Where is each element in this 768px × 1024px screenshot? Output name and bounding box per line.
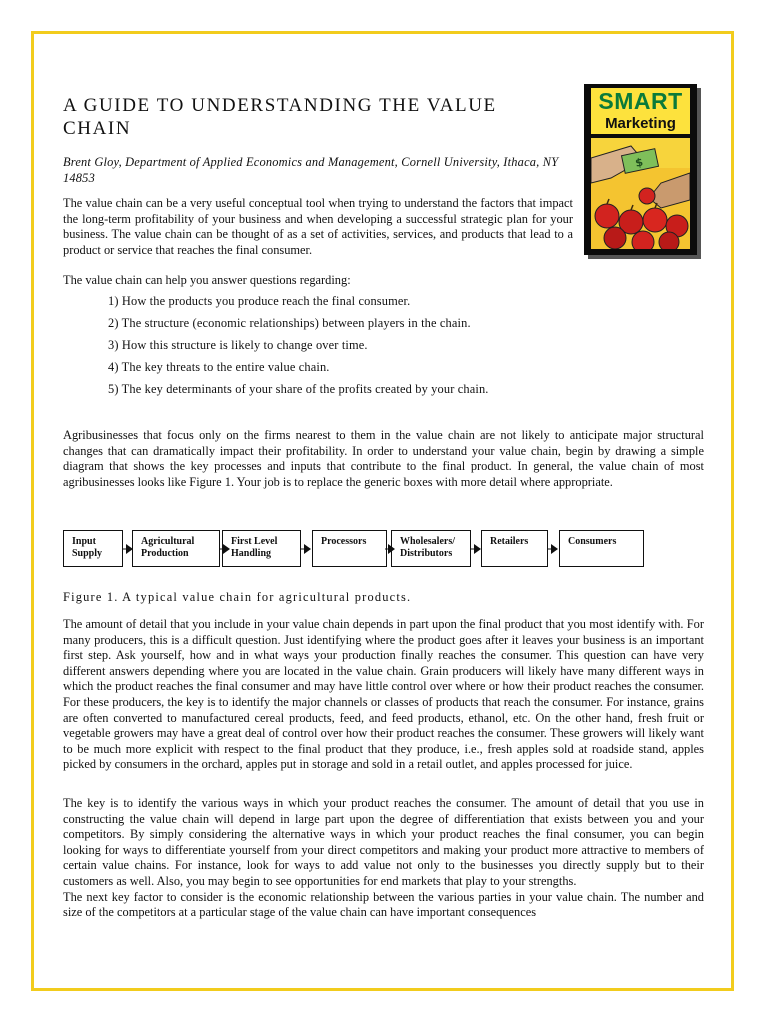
logo-line-1: SMART xyxy=(598,88,683,114)
flow-box-label: Processors xyxy=(321,536,367,547)
smart-marketing-logo xyxy=(584,84,697,255)
flow-box-label: Consumers xyxy=(568,536,617,547)
list-item: 1) How the products you produce reach the final consumer. xyxy=(108,294,411,308)
paragraph-intro: The value chain can be a very useful conceptual tool when trying to understand the factors that impact the long-term profitability of your business and when developing a successful strategic plan for your business. The value chain can be thought of as a set of activities, services, and products that lead to a product or service that reaches the final consumer. xyxy=(63,196,573,257)
questions-list xyxy=(108,293,489,403)
arrow-right-icon xyxy=(548,543,558,555)
list-item: 5) The key determinants of your share of the profits created by your chain. xyxy=(108,382,489,396)
document-title: A GUIDE TO UNDERSTANDING THE VALUE CHAIN xyxy=(63,95,497,139)
flow-box-processors xyxy=(312,530,387,567)
flow-box-label: Supply xyxy=(72,548,103,559)
flow-box-label: First Level xyxy=(231,536,278,547)
svg-text:$: $ xyxy=(634,155,645,170)
flow-box-wholesalers-distributors xyxy=(391,530,471,567)
flow-box-first-level-handling xyxy=(222,530,301,567)
flow-box-consumers xyxy=(559,530,644,567)
author-affiliation: Brent Gloy, Department of Applied Economics and Management, Cornell University, Ithaca, NY 14853 xyxy=(63,155,559,185)
list-item: 3) How this structure is likely to change over time. xyxy=(108,338,368,352)
market-exchange-icon xyxy=(591,138,690,249)
flow-box-label: Agricultural xyxy=(141,536,195,547)
paragraph-key-text: The key is to identify the various ways in which your product reaches the consumer. The amount of detail that you use in constructing the value chain will depend in large part upon the degree of differentiation that exists between you and your competitors. By simply considering the alternative ways in which your product reaches the final consumer, you can begin looking for ways to differentiate yourself from your direct competitors and making your product more attractive to members of certain value chains. For instance, look for ways to add value not only to the businesses you directly supply but to their customers as well. Also, you may begin to see opportunities for end markets that play to your strengths. xyxy=(63,796,704,888)
paragraph-detail: The amount of detail that you include in your value chain depends in part upon the final product that you most identify with. For many producers, this is a difficult question. Just identifying where the product goes after it leaves your business is an important first step. Ask yourself, how and in what ways your production finally reaches the consumer. This question can have very different answers depending where you are located in the value chain. Grain producers will likely have many different ways in which the product reaches the final consumer and may have little control over where or how their product reaches the consumer. For these producers, the key is to identify the major channels or classes of products that reach the consumer. For instance, grains are often converted to manufactured cereal products, feed, and feed products, ethanol, etc. On the other hand, fresh fruit or vegetable growers may have a great deal of control over how their product reaches the consumer. These growers will likely want to be much more explicit with respect to the final product that they produce, i.e., fresh apples sold at roadside stand, apples picked by consumers in the orchard, apples put in storage and sold in a retail outlet, and apples processed for juice. xyxy=(63,617,704,772)
flow-box-label: Distributors xyxy=(400,548,453,559)
questions-intro: The value chain can help you answer questions regarding: xyxy=(63,273,351,287)
flow-box-label: Wholesalers/ xyxy=(400,536,455,547)
flow-box-input-supply xyxy=(63,530,123,567)
flow-box-retailers xyxy=(481,530,548,567)
flow-box-label: Input xyxy=(72,536,96,547)
paragraph-key xyxy=(63,796,704,921)
logo-line-2: Marketing xyxy=(605,115,676,132)
flow-box-agricultural-production xyxy=(132,530,220,567)
flow-box-label: Production xyxy=(141,548,189,559)
arrow-right-icon xyxy=(301,543,311,555)
arrow-right-icon xyxy=(471,543,481,555)
flow-box-label: Retailers xyxy=(490,536,529,547)
figure-caption: Figure 1. A typical value chain for agricultural products. xyxy=(63,590,412,604)
paragraph-next-factor: The next key factor to consider is the economic relationship between the various parties in your value chain. The number and size of the competitors at a particular stage of the value chain can have important consequences xyxy=(63,889,704,920)
flow-box-label: Handling xyxy=(231,548,272,559)
list-item: 4) The key threats to the entire value chain. xyxy=(108,360,330,374)
list-item: 2) The structure (economic relationships) between players in the chain. xyxy=(108,316,471,330)
paragraph-agribusiness: Agribusinesses that focus only on the firms nearest to them in the value chain are not likely to anticipate major structural changes that can dramatically impact their profitability. In order to understand your value chain, begin by drawing a simple diagram that shows the key processes and inputs that contribute to the final product. In general, the value chain of most agribusinesses looks like Figure 1. Your job is to replace the generic boxes with more detail where appropriate. xyxy=(63,428,704,489)
value-chain-diagram xyxy=(63,530,683,570)
